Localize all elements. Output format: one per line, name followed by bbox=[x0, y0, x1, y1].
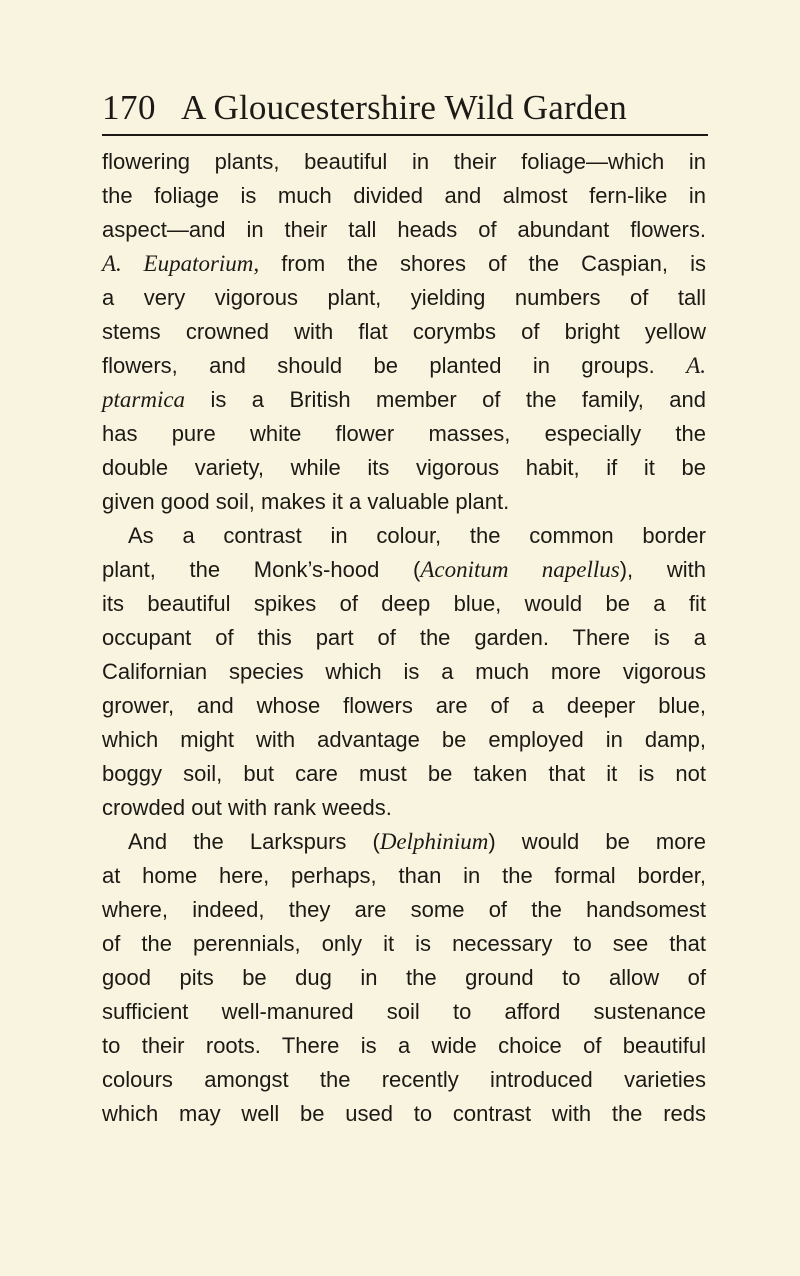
text-line: given good soil, makes it a valuable plant. bbox=[102, 489, 510, 514]
text-line: aspect—and in their tall heads of abundant flowers. bbox=[102, 217, 706, 242]
text-line bbox=[102, 553, 706, 587]
text-line: of the perennials, only it is necessary to see that bbox=[102, 931, 706, 956]
text-line bbox=[102, 825, 706, 859]
page-header bbox=[102, 86, 708, 130]
text-line: colours amongst the recently introduced varieties bbox=[102, 1067, 706, 1092]
text-line: double variety, while its vigorous habit, if it be bbox=[102, 455, 706, 480]
text-line bbox=[102, 349, 706, 383]
text-run: flowers, and should be planted in groups. bbox=[102, 353, 687, 378]
text-line: has pure white flower masses, especially the bbox=[102, 421, 706, 446]
species-name-italic: ptarmica bbox=[102, 387, 186, 412]
text-line: stems crowned with flat corymbs of bright yellow bbox=[102, 319, 706, 344]
body-text bbox=[102, 145, 706, 1131]
species-name-italic: A. Eupatorium, bbox=[102, 251, 260, 276]
text-line: flowering plants, beautiful in their foliage—which in bbox=[102, 149, 706, 174]
text-line: good pits be dug in the ground to allow of bbox=[102, 965, 706, 990]
text-line: boggy soil, but care must be taken that it is not bbox=[102, 761, 706, 786]
text-line: crowded out with rank weeds. bbox=[102, 795, 392, 820]
text-line: the foliage is much divided and almost fern-like in bbox=[102, 183, 706, 208]
header-rule bbox=[102, 134, 708, 136]
text-run: from the shores of the Caspian, is bbox=[259, 251, 706, 276]
text-line: to their roots. There is a wide choice of beautiful bbox=[102, 1033, 706, 1058]
text-line: occupant of this part of the garden. There is a bbox=[102, 625, 706, 650]
text-line: sufficient well-manured soil to afford sustenance bbox=[102, 999, 706, 1024]
text-run: And the Larkspurs ( bbox=[128, 829, 380, 854]
text-line: a very vigorous plant, yielding numbers of tall bbox=[102, 285, 706, 310]
text-line: which might with advantage be employed in damp, bbox=[102, 727, 706, 752]
text-line bbox=[102, 383, 706, 417]
species-name-italic: A. bbox=[686, 353, 706, 378]
text-line: its beautiful spikes of deep blue, would be a fit bbox=[102, 591, 706, 616]
text-run: is a British member of the family, and bbox=[185, 387, 706, 412]
text-line: As a contrast in colour, the common border bbox=[128, 523, 706, 548]
text-line bbox=[102, 247, 706, 281]
page-number: 170 bbox=[102, 88, 156, 127]
text-run: plant, the Monk’s-hood ( bbox=[102, 557, 421, 582]
text-line: where, indeed, they are some of the handsomest bbox=[102, 897, 706, 922]
running-title: A Gloucestershire Wild Garden bbox=[181, 88, 627, 127]
text-line: which may well be used to contrast with the reds bbox=[102, 1101, 706, 1126]
text-line: grower, and whose flowers are of a deeper blue, bbox=[102, 693, 706, 718]
species-name-italic: Aconitum napellus bbox=[420, 557, 620, 582]
text-run: ) would be more bbox=[488, 829, 706, 854]
text-line: Californian species which is a much more vigorous bbox=[102, 659, 706, 684]
text-run: ), with bbox=[619, 557, 706, 582]
species-name-italic: Delphinium bbox=[379, 829, 489, 854]
text-line: at home here, perhaps, than in the formal border, bbox=[102, 863, 706, 888]
